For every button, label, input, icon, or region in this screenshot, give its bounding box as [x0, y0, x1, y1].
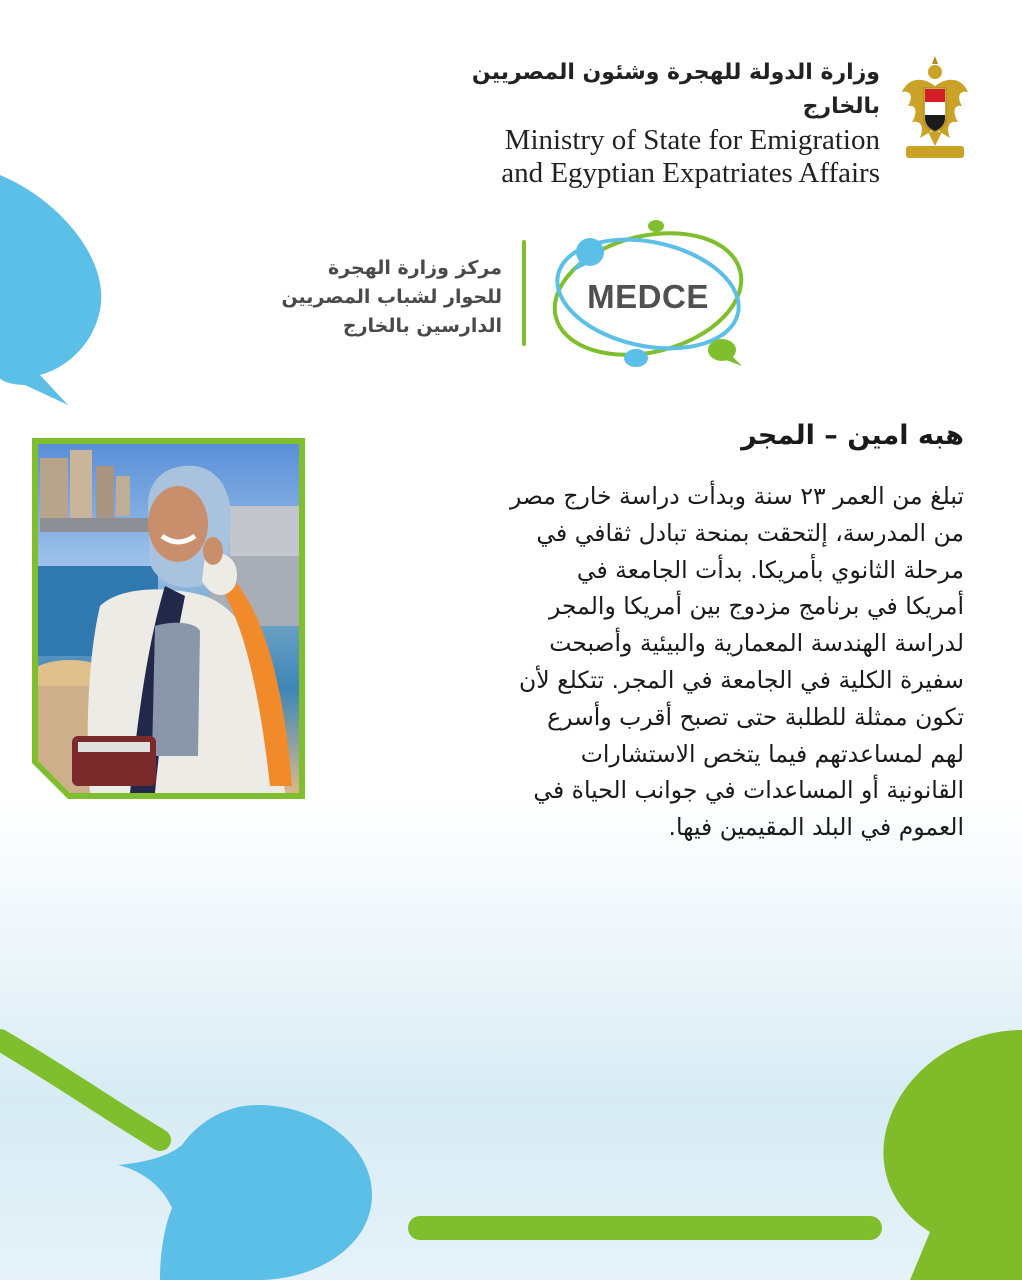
- center-name-line1: مركز وزارة الهجرة: [327, 257, 502, 279]
- center-name-line2: للحوار لشباب المصريين: [281, 286, 502, 308]
- profile-name: هبه امين – المجر: [741, 420, 964, 451]
- ministry-name-arabic: وزارة الدولة للهجرة وشئون المصريين بالخارج: [471, 60, 880, 119]
- center-name-line3: الدارسين بالخارج: [342, 315, 502, 337]
- logo-divider: [522, 240, 526, 346]
- profile-bio: [338, 478, 964, 846]
- bio-line: تكون ممثلة للطلبة حتى تصبح أقرب وأسرع: [547, 702, 964, 731]
- ministry-name-english-line2: and Egyptian Expatriates Affairs: [501, 157, 880, 189]
- bio-line: تبلغ من العمر ٢٣ سنة وبدأت دراسة خارج مصر: [509, 482, 964, 510]
- speech-bubble-green-right-icon: [883, 1030, 1022, 1280]
- green-curve-left-icon: [0, 1040, 160, 1140]
- bio-line: لهم لمساعدتهم فيما يتخص الاستشارات: [580, 739, 964, 768]
- ministry-name-english-line1: Ministry of State for Emigration: [504, 124, 880, 156]
- speech-bubble-blue-bottom-icon: [118, 1105, 372, 1280]
- medce-acronym: MEDCE: [587, 278, 709, 315]
- ministry-header: [460, 56, 880, 190]
- bio-line: من المدرسة، إلتحقت بمنحة تبادل ثقافي في: [536, 518, 964, 547]
- bio-line: العموم في البلد المقيمين فيها.: [668, 813, 964, 842]
- bio-line: أمريكا في برنامج مزدوج بين أمريكا والمجر: [549, 592, 964, 621]
- bio-line: لدراسة الهندسة المعمارية والبيئية وأصبحت: [549, 629, 964, 658]
- profile-photo: [30, 436, 307, 801]
- bio-line: مرحلة الثانوي بأمريكا. بدأت الجامعة في: [576, 555, 964, 584]
- bio-line: القانونية أو المساعدات في جوانب الحياة في: [533, 776, 964, 805]
- egypt-eagle-emblem-icon: [900, 56, 970, 162]
- speech-bubble-blue-top-left-icon: [0, 175, 101, 405]
- center-name-arabic: [202, 254, 502, 341]
- bio-line: سفيرة الكلية في الجامعة في المجر. تتكلع لأن: [519, 665, 964, 694]
